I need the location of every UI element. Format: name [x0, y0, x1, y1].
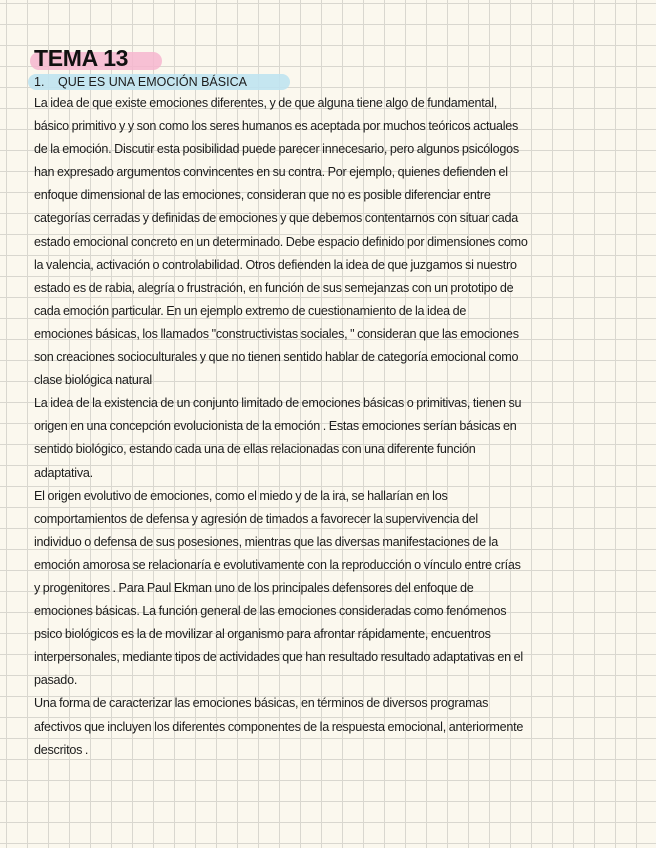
section-heading-text: QUE ES UNA EMOCIÓN BÁSICA: [58, 75, 247, 89]
section-heading: [34, 72, 624, 92]
text-line: sentido biológico, estando cada una de ellas relacionadas con una diferente función: [34, 442, 476, 457]
text-line: emoción amorosa se relacionaría e evolutivamente con la reproducción o vínculo entre crías: [34, 557, 521, 572]
text-line: comportamientos de defensa y agresión de timados a favorecer la supervivencia del: [34, 511, 478, 526]
section-number: 1.: [34, 75, 45, 89]
text-line: adaptativa.: [34, 465, 93, 480]
text-line: individuo o defensa de sus posesiones, mientras que las diversas manifestaciones de la: [34, 534, 498, 549]
text-line: estado es de rabia, alegría o frustración, en función de sus semejanzas con un prototipo de: [34, 280, 514, 295]
text-line: La idea de la existencia de un conjunto limitado de emociones básicas o primitivas, tienen su: [34, 396, 522, 411]
text-line: la valencia, activación o controlabilidad. Otros defienden la idea de que juzgamos si nuestro: [34, 257, 517, 272]
text-line: emociones básicas, los llamados "constructivistas sociales, " consideran que las emociones: [34, 326, 519, 341]
section-heading-block: [34, 72, 624, 92]
body-text: [34, 92, 624, 762]
text-line: de la emoción. Discutir esta posibilidad puede parecer innecesario, pero algunos psicólogos: [34, 142, 519, 157]
notes-page: [34, 44, 624, 762]
text-line: Una forma de caracterizar las emociones básicas, en términos de diversos programas: [34, 696, 489, 711]
text-line: y progenitores . Para Paul Ekman uno de los principales defensores del enfoque de: [34, 580, 474, 595]
text-line: cada emoción particular. En un ejemplo extremo de cuestionamiento de la idea de: [34, 303, 467, 318]
text-line: clase biológica natural: [34, 373, 152, 388]
title-block: [34, 44, 128, 72]
text-line: categorías cerradas y definidas de emociones y que debemos contentarnos con situar cada: [34, 211, 519, 226]
text-line: emociones básicas. La función general de las emociones consideradas como fenómenos: [34, 604, 507, 619]
text-line: origen en una concepción evolucionista de la emoción . Estas emociones serían básicas en: [34, 419, 517, 434]
text-line: interpersonales, mediante tipos de actividades que han resultado resultado adaptativas en el: [34, 650, 523, 665]
page-title: TEMA 13: [34, 45, 129, 71]
text-line: La idea de que existe emociones diferentes, y de que alguna tiene algo de fundamental,: [34, 96, 498, 110]
text-line: son creaciones socioculturales y que no tienen sentido hablar de categoría emocional como: [34, 350, 519, 365]
text-line: han expresado argumentos convincentes en su contra. Por ejemplo, quienes defienden el: [34, 165, 508, 180]
text-line: básico primitivo y y son como los seres humanos es aceptada por muchos teóricos actuales: [34, 119, 519, 134]
text-line: pasado.: [34, 673, 78, 688]
text-line: El origen evolutivo de emociones, como el miedo y de la ira, se hallarían en los: [34, 488, 448, 503]
text-line: afectivos que incluyen los diferentes componentes de la respuesta emocional, anteriormente: [34, 719, 524, 734]
text-line: estado emocional concreto en un determinado. Debe espacio definido por dimensiones como: [34, 234, 528, 249]
text-line: psico biológicos es la de movilizar al organismo para afrontar rápidamente, encuentros: [34, 627, 491, 642]
text-line: enfoque dimensional de las emociones, consideran que no es posible diferenciar entre: [34, 188, 491, 203]
text-line: descritos .: [34, 742, 89, 757]
